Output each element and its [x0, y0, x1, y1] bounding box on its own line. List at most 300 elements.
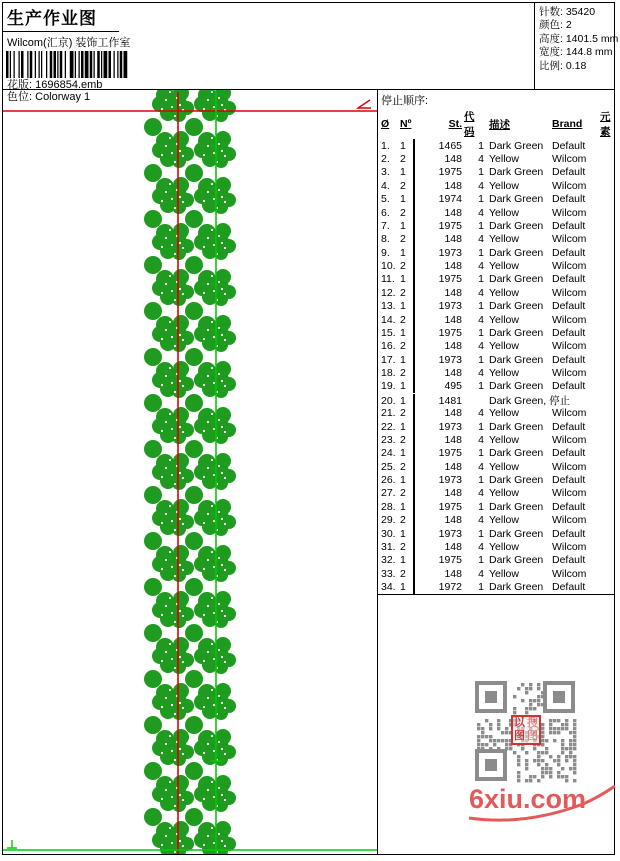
needle-number: 1 [400, 581, 406, 594]
color-code: 1 [478, 474, 484, 487]
color-description: Yellow [489, 260, 519, 273]
stitch-count: 1974 [438, 193, 462, 206]
red-seal-stamp [511, 715, 541, 745]
stop-sequence-row [378, 527, 614, 540]
color-swatch [413, 353, 415, 367]
needle-number: 1 [400, 447, 406, 460]
row-number: 27. [381, 487, 396, 500]
color-swatch [413, 179, 415, 193]
row-number: 5. [381, 193, 390, 206]
needle-number: 2 [400, 260, 406, 273]
color-code: 1 [478, 139, 484, 152]
color-swatch [413, 580, 415, 594]
thread-brand: Wilcom [552, 433, 587, 446]
needle-number: 1 [400, 300, 406, 313]
colorway-value: Colorway 1 [35, 91, 91, 103]
row-number: 32. [381, 554, 396, 567]
barcode [6, 51, 163, 78]
color-description: Dark Green [489, 581, 544, 594]
color-code: 1 [478, 300, 484, 313]
needle-number: 2 [400, 153, 406, 166]
color-code: 1 [478, 193, 484, 206]
color-swatch [413, 313, 415, 327]
color-description: Dark Green [489, 246, 544, 259]
production-worksheet-page [2, 2, 619, 855]
page-title: 生产作业图 [7, 9, 97, 28]
stop-sequence-row [378, 326, 614, 339]
info-row: 颜色: 2 [539, 19, 572, 32]
row-number: 13. [381, 300, 396, 313]
row-number: 10. [381, 260, 396, 273]
colorway-label: 色位: [7, 91, 33, 103]
stamp-char: 搜 [527, 717, 538, 729]
row-number: 18. [381, 367, 396, 380]
stitch-count: 1973 [438, 420, 462, 433]
thread-brand: Default [552, 527, 586, 540]
stitch-count: 148 [444, 460, 462, 473]
thread-brand: Default [552, 554, 586, 567]
needle-number: 1 [400, 166, 406, 179]
stitch-count: 148 [444, 367, 462, 380]
stop-sequence-row [378, 407, 614, 420]
color-swatch [413, 486, 415, 500]
color-description: Dark Green, 停止 [489, 395, 571, 408]
color-code: 4 [478, 313, 484, 326]
color-code: 4 [478, 340, 484, 353]
pattern-label: 花版: [7, 79, 33, 91]
color-description: Dark Green [489, 474, 544, 487]
color-description: Yellow [489, 567, 519, 580]
color-code: 4 [478, 179, 484, 192]
color-description: Dark Green [489, 273, 544, 286]
stitch-count: 1975 [438, 166, 462, 179]
col-brand: Brand [552, 118, 583, 130]
row-number: 24. [381, 447, 396, 460]
color-swatch [413, 500, 415, 514]
row-number: 29. [381, 514, 396, 527]
col-number: Ø [381, 118, 390, 130]
needle-number: 1 [400, 474, 406, 487]
stop-sequence-row [378, 206, 614, 219]
stop-sequence-header [378, 109, 614, 139]
stitch-count: 148 [444, 514, 462, 527]
color-description: Yellow [489, 179, 519, 192]
stop-sequence-row [378, 487, 614, 500]
needle-number: 2 [400, 460, 406, 473]
thread-brand: Wilcom [552, 260, 587, 273]
row-number: 34. [381, 581, 396, 594]
stop-sequence-row [378, 219, 614, 232]
stitch-count: 148 [444, 179, 462, 192]
color-code: 4 [478, 567, 484, 580]
color-description: Dark Green [489, 447, 544, 460]
col-code: 代码 [464, 111, 475, 138]
color-code: 4 [478, 233, 484, 246]
row-number: 23. [381, 433, 396, 446]
color-code: 1 [478, 273, 484, 286]
row-number: 9. [381, 246, 390, 259]
needle-number: 2 [400, 367, 406, 380]
color-swatch [413, 219, 415, 233]
row-number: 2. [381, 153, 390, 166]
color-swatch [413, 540, 415, 554]
thread-brand: Wilcom [552, 367, 587, 380]
thread-brand: Default [552, 166, 586, 179]
needle-number: 1 [400, 246, 406, 259]
thread-brand: Default [552, 300, 586, 313]
color-code: 4 [478, 540, 484, 553]
thread-brand: Default [552, 380, 586, 393]
stop-sequence-row [378, 286, 614, 299]
color-description: Dark Green [489, 353, 544, 366]
color-swatch [413, 299, 415, 313]
color-code: 1 [478, 353, 484, 366]
color-swatch [413, 553, 415, 567]
stop-sequence-row [378, 179, 614, 192]
stop-sequence-row [378, 540, 614, 553]
thread-brand: Wilcom [552, 407, 587, 420]
thread-brand: Wilcom [552, 340, 587, 353]
stitch-count: 1973 [438, 300, 462, 313]
stitch-count: 1975 [438, 273, 462, 286]
stop-sequence-row [378, 554, 614, 567]
color-swatch [413, 139, 415, 153]
row-number: 25. [381, 460, 396, 473]
stitch-count: 148 [444, 286, 462, 299]
color-code: 4 [478, 433, 484, 446]
needle-number: 1 [400, 326, 406, 339]
stop-sequence-row [378, 460, 614, 473]
stitch-count: 1975 [438, 447, 462, 460]
color-code: 1 [478, 447, 484, 460]
color-swatch [413, 165, 415, 179]
color-swatch [413, 527, 415, 541]
stitch-count: 1975 [438, 219, 462, 232]
stop-sequence-rows [378, 139, 614, 595]
col-description: 描述 [489, 118, 510, 131]
stitch-count: 1973 [438, 527, 462, 540]
stitch-count: 148 [444, 153, 462, 166]
embroidery-design-canvas [3, 90, 377, 854]
needle-number: 2 [400, 433, 406, 446]
color-swatch [413, 192, 415, 206]
row-number: 11. [381, 273, 395, 286]
thread-brand: Wilcom [552, 286, 587, 299]
stitch-count: 1975 [438, 326, 462, 339]
thread-brand: Wilcom [552, 313, 587, 326]
stitch-count: 1481 [438, 394, 462, 407]
color-swatch [413, 473, 415, 487]
needle-number: 1 [400, 527, 406, 540]
thread-brand: Default [552, 500, 586, 513]
color-code: 4 [478, 367, 484, 380]
col-elements: 元素 [600, 111, 611, 138]
needle-number: 1 [400, 193, 406, 206]
stitch-count: 148 [444, 433, 462, 446]
row-number: 17. [381, 353, 396, 366]
color-swatch [413, 206, 415, 220]
color-description: Yellow [489, 153, 519, 166]
info-row: 宽度: 144.8 mm [539, 46, 613, 59]
color-description: Dark Green [489, 380, 544, 393]
stop-sequence-row [378, 447, 614, 460]
needle-number: 1 [400, 273, 406, 286]
color-code: 1 [478, 166, 484, 179]
needle-number: 2 [400, 487, 406, 500]
color-swatch [413, 513, 415, 527]
thread-brand: Default [552, 273, 586, 286]
color-description: Yellow [489, 460, 519, 473]
row-number: 1. [381, 139, 390, 152]
col-needle: Nº [400, 118, 412, 130]
stitch-count: 148 [444, 567, 462, 580]
stamp-char: 图 [514, 730, 525, 742]
color-code: 1 [478, 554, 484, 567]
stitch-count: 148 [444, 407, 462, 420]
color-code: 4 [478, 286, 484, 299]
stop-sequence-title: 停止顺序: [381, 95, 429, 107]
color-code: 4 [478, 487, 484, 500]
color-swatch [413, 567, 415, 581]
thread-brand: Wilcom [552, 460, 587, 473]
needle-number: 2 [400, 514, 406, 527]
info-box [534, 3, 619, 89]
needle-number: 2 [400, 179, 406, 192]
stitch-count: 148 [444, 340, 462, 353]
color-swatch [413, 152, 415, 166]
color-description: Yellow [489, 514, 519, 527]
color-description: Yellow [489, 233, 519, 246]
stitch-count: 1973 [438, 246, 462, 259]
color-description: Yellow [489, 433, 519, 446]
thread-brand: Wilcom [552, 540, 587, 553]
needle-number: 2 [400, 233, 406, 246]
color-description: Dark Green [489, 326, 544, 339]
row-number: 30. [381, 527, 396, 540]
color-description: Yellow [489, 206, 519, 219]
thread-brand: Default [552, 139, 586, 152]
row-number: 20. [381, 394, 396, 407]
color-description: Dark Green [489, 554, 544, 567]
stitch-count: 148 [444, 206, 462, 219]
needle-number: 2 [400, 540, 406, 553]
stop-sequence-row [378, 246, 614, 259]
color-code: 1 [478, 420, 484, 433]
row-number: 28. [381, 500, 396, 513]
color-swatch [413, 379, 415, 393]
thread-brand: Wilcom [552, 233, 587, 246]
stop-sequence-row [378, 166, 614, 179]
color-code: 1 [478, 500, 484, 513]
stop-sequence-row [378, 473, 614, 486]
thread-brand: Wilcom [552, 153, 587, 166]
stop-sequence-row [378, 353, 614, 366]
needle-number: 1 [400, 380, 406, 393]
needle-number: 2 [400, 313, 406, 326]
row-number: 31. [381, 540, 396, 553]
stop-sequence-row [378, 393, 614, 406]
thread-brand: Default [552, 326, 586, 339]
color-swatch [413, 339, 415, 353]
needle-number: 1 [400, 554, 406, 567]
color-description: Yellow [489, 286, 519, 299]
row-number: 7. [381, 219, 390, 232]
color-code: 4 [478, 206, 484, 219]
stop-sequence-row [378, 567, 614, 580]
stop-sequence-row [378, 233, 614, 246]
stop-sequence-row [378, 340, 614, 353]
stop-sequence-row [378, 139, 614, 152]
needle-number: 2 [400, 407, 406, 420]
color-description: Yellow [489, 340, 519, 353]
color-swatch [413, 326, 415, 340]
color-code: 1 [478, 581, 484, 594]
color-swatch [413, 420, 415, 434]
color-code: 4 [478, 514, 484, 527]
thread-brand: Wilcom [552, 206, 587, 219]
color-swatch [413, 366, 415, 380]
thread-brand: Default [552, 193, 586, 206]
color-description: Dark Green [489, 300, 544, 313]
stitch-count: 148 [444, 487, 462, 500]
stop-sequence-row [378, 420, 614, 433]
needle-number: 1 [400, 420, 406, 433]
color-swatch [413, 446, 415, 460]
row-number: 14. [381, 313, 396, 326]
thread-brand: Wilcom [552, 514, 587, 527]
stop-sequence-row [378, 300, 614, 313]
stop-sequence-row [378, 313, 614, 326]
row-number: 3. [381, 166, 390, 179]
row-number: 21. [381, 407, 396, 420]
stop-sequence-row [378, 152, 614, 165]
needle-number: 1 [400, 500, 406, 513]
color-code: 1 [478, 326, 484, 339]
row-number: 12. [381, 286, 396, 299]
stitch-count: 1972 [438, 581, 462, 594]
row-number: 33. [381, 567, 396, 580]
thread-brand: Wilcom [552, 487, 587, 500]
col-stitches: St. [448, 118, 462, 130]
color-description: Dark Green [489, 420, 544, 433]
needle-number: 1 [400, 353, 406, 366]
stitch-count: 148 [444, 260, 462, 273]
color-description: Dark Green [489, 219, 544, 232]
needle-number: 1 [400, 394, 406, 407]
row-number: 6. [381, 206, 390, 219]
color-description: Yellow [489, 540, 519, 553]
needle-number: 2 [400, 206, 406, 219]
color-code: 1 [478, 246, 484, 259]
color-code: 1 [478, 380, 484, 393]
needle-number: 2 [400, 567, 406, 580]
stitch-count: 148 [444, 540, 462, 553]
thread-brand: Default [552, 246, 586, 259]
thread-brand: Default [552, 219, 586, 232]
stitch-count: 1973 [438, 474, 462, 487]
color-description: Dark Green [489, 500, 544, 513]
color-description: Dark Green [489, 193, 544, 206]
stop-sequence-row [378, 500, 614, 513]
stitch-count: 1973 [438, 353, 462, 366]
stitch-count: 495 [444, 380, 462, 393]
color-code: 1 [478, 527, 484, 540]
stitch-count: 1465 [438, 139, 462, 152]
stop-sequence-row [378, 380, 614, 393]
color-description: Dark Green [489, 166, 544, 179]
thread-brand: Default [552, 420, 586, 433]
thread-brand: Default [552, 447, 586, 460]
color-description: Yellow [489, 407, 519, 420]
needle-number: 1 [400, 219, 406, 232]
row-number: 16. [381, 340, 396, 353]
row-number: 15. [381, 326, 396, 339]
stop-sequence-row [378, 433, 614, 446]
color-code: 4 [478, 153, 484, 166]
stitch-count: 1975 [438, 500, 462, 513]
stop-sequence-row [378, 366, 614, 379]
color-swatch [413, 246, 415, 260]
color-swatch [413, 406, 415, 420]
needle-number: 1 [400, 139, 406, 152]
stop-sequence-row [378, 514, 614, 527]
color-description: Dark Green [489, 139, 544, 152]
color-swatch [413, 286, 415, 300]
color-code: 4 [478, 460, 484, 473]
software-name: Wilcom(汇京) 装饰工作室 [7, 37, 131, 49]
watermark-text: 6xiu.com [469, 784, 587, 814]
stamp-char: 以 [514, 717, 525, 729]
needle-number: 2 [400, 340, 406, 353]
stitch-count: 148 [444, 313, 462, 326]
color-description: Yellow [489, 367, 519, 380]
stop-sequence-row [378, 580, 614, 593]
color-swatch [413, 460, 415, 474]
thread-brand: Default [552, 474, 586, 487]
stop-sequence-row [378, 193, 614, 206]
thread-brand: Wilcom [552, 567, 587, 580]
row-number: 8. [381, 233, 390, 246]
info-row: 针数: 35420 [539, 6, 596, 18]
color-swatch [413, 259, 415, 273]
design-preview [3, 90, 377, 854]
row-number: 26. [381, 474, 396, 487]
color-description: Yellow [489, 313, 519, 326]
info-row: 比例: 0.18 [539, 59, 587, 72]
row-number: 4. [381, 179, 390, 192]
site-watermark [465, 782, 617, 824]
title-box [3, 3, 119, 32]
info-row: 高度: 1401.5 mm [539, 32, 619, 45]
row-number: 22. [381, 420, 396, 433]
stamp-char: 图 [527, 730, 538, 742]
stop-sequence-row [378, 259, 614, 272]
needle-number: 2 [400, 286, 406, 299]
color-description: Yellow [489, 487, 519, 500]
thread-brand: Default [552, 581, 586, 594]
color-swatch [413, 232, 415, 246]
stitch-count: 1975 [438, 554, 462, 567]
thread-brand: Wilcom [552, 179, 587, 192]
thread-brand: Default [552, 353, 586, 366]
row-number: 19. [381, 380, 396, 393]
color-swatch [413, 433, 415, 447]
color-code: 4 [478, 407, 484, 420]
color-swatch [413, 272, 415, 286]
pattern-value: 1696854.emb [35, 79, 103, 91]
stop-sequence-row [378, 273, 614, 286]
color-description: Dark Green [489, 527, 544, 540]
